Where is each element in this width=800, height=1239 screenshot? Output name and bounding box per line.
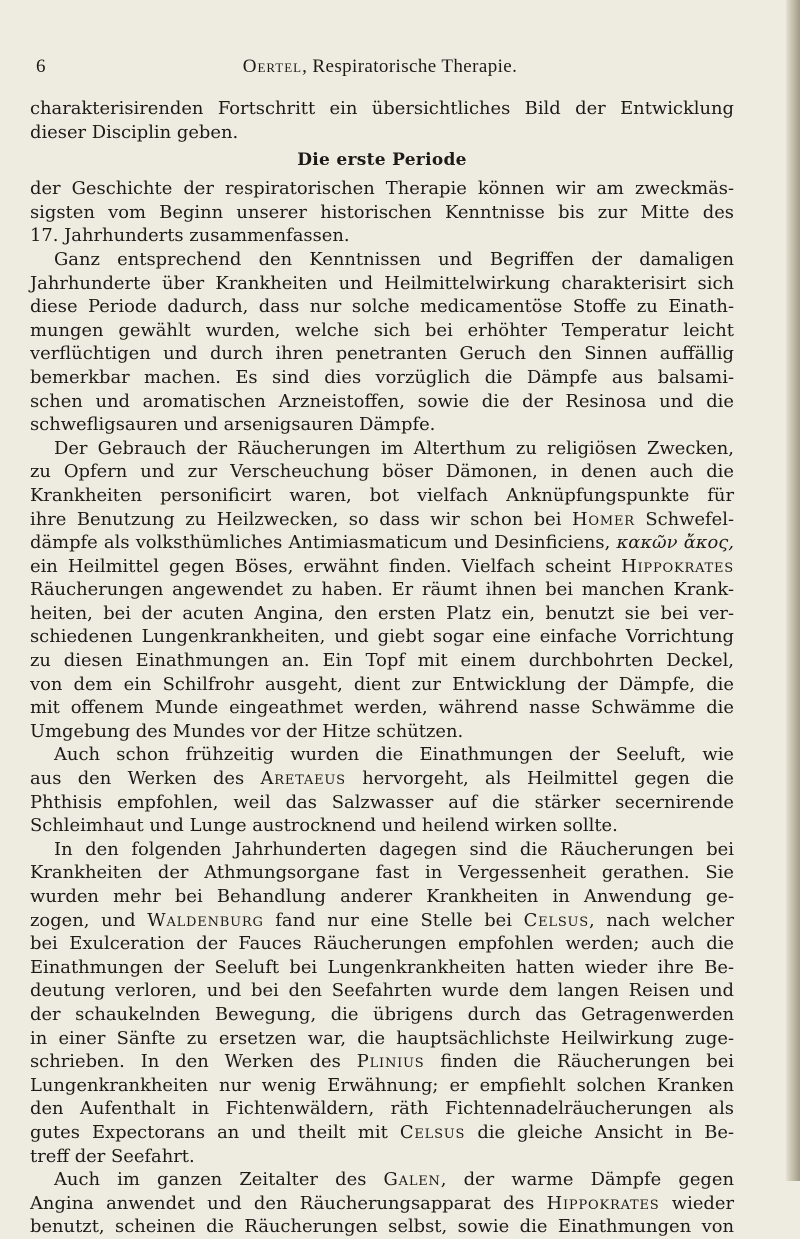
text-line: Krankheiten der Athmungsorgane fast in Vergessenheit gerathen. Sie (30, 862, 734, 884)
text-line: verflüchtigen und durch ihren penetranten Geruch den Sinnen auffällig (30, 343, 734, 365)
text-line: 17. Jahrhunderts zusammenfassen. (30, 225, 350, 247)
text-line: zogen, und Waldenburg fand nur eine Stelle bei Celsus, nach welcher (30, 909, 735, 931)
text-line: den Aufenthalt in Fichtenwäldern, räth Fichtennadelräucherungen als (30, 1098, 734, 1120)
header-title: , Respiratorische Therapie. (302, 56, 518, 77)
text-line: zu diesen Einathmungen an. Ein Topf mit einem durchbohrten Deckel, (30, 650, 734, 672)
text-line: Lungenkrankheiten nur wenig Erwähnung; er empfiehlt solchen Kranken (30, 1074, 734, 1096)
text-line: deutung verloren, und bei den Seefahrten wurde dem langen Reisen und (30, 980, 734, 1002)
text-line: in einer Sänfte zu ersetzen war, die hauptsächlichste Heilwirkung zuge- (30, 1027, 734, 1049)
text-line: heiten, bei der acuten Angina, den ersten Platz ein, benutzt sie bei ver- (30, 602, 734, 624)
text-line: Angina anwendet und den Räucherungsapparat des Hippokrates wieder (30, 1192, 734, 1214)
body-text (30, 97, 734, 1239)
text-line: Krankheiten personificirt waren, bot vielfach Anknüpfungspunkte für (30, 484, 734, 506)
text-line: charakterisirenden Fortschritt ein übersichtliches Bild der Entwicklung (30, 98, 734, 119)
text-line: aus den Werken des Aretaeus hervorgeht, als Heilmittel gegen die (30, 768, 735, 790)
header-author: Oertel (242, 56, 303, 77)
text-line: von dem ein Schilfrohr ausgeht, dient zur Entwicklung der Dämpfe, die (30, 673, 734, 695)
page-edge (786, 0, 800, 1181)
text-line: dämpfe als volksthümliches Antimiasmaticum und Desinficiens, κακῶν ἄκος, (30, 532, 734, 554)
text-line: schen und aromatischen Arzneistoffen, sowie die der Resinosa und die (30, 390, 734, 412)
text-line: diese Periode dadurch, dass nur solche medicamentöse Stoffe zu Einath- (30, 296, 734, 318)
text-line: Einathmungen der Seeluft bei Lungenkrankheiten hatten wieder ihre Be- (30, 956, 734, 978)
text-line: mit offenem Munde eingeathmet werden, während nasse Schwämme die (30, 697, 734, 719)
text-line: wurden mehr bei Behandlung anderer Krankheiten in Anwendung ge- (30, 886, 734, 907)
running-title (30, 56, 730, 78)
greek-term: κακῶν ἄκος, (616, 532, 734, 554)
text-line: Schleimhaut und Lunge austrocknend und heilend wirken sollte. (30, 815, 618, 837)
author-name: Waldenburg (147, 909, 264, 931)
text-line: Der Gebrauch der Räucherungen im Alterthum zu religiösen Zwecken, (54, 437, 734, 459)
author-name: Galen (383, 1169, 441, 1191)
text-line: schiedenen Lungenkrankheiten, und giebt sogar eine einfache Vorrichtung (30, 626, 734, 648)
text-line: dieser Disciplin geben. (30, 121, 239, 143)
text-line: Jahrhunderte über Krankheiten und Heilmittelwirkung charakterisirt sich (30, 272, 734, 294)
author-name: Celsus (399, 1121, 466, 1143)
running-header (30, 54, 730, 84)
text-line: sigsten vom Beginn unserer historischen Kenntnisse bis zur Mitte des (30, 201, 734, 223)
text-line: gutes Expectorans an und theilt mit Celsus die gleiche Ansicht in Be- (30, 1121, 735, 1143)
text-line: ihre Benutzung zu Heilzwecken, so dass wir schon bei Homer Schwefel- (30, 508, 735, 530)
text-line: zu Opfern und zur Verscheuchung böser Dämonen, in denen auch die (30, 461, 734, 483)
text-line: benutzt, scheinen die Räucherungen selbst, sowie die Einathmungen von (30, 1216, 734, 1238)
text-line: mungen gewählt wurden, welche sich bei erhöhter Temperatur leicht (30, 319, 734, 341)
text-line: Auch im ganzen Zeitalter des Galen, der warme Dämpfe gegen (54, 1169, 734, 1191)
text-line: Auch schon frühzeitig wurden die Einathmungen der Seeluft, wie (54, 744, 734, 766)
text-line: bemerkbar machen. Es sind dies vorzüglich die Dämpfe aus balsami- (30, 366, 734, 388)
page-number: 6 (36, 56, 46, 77)
text-line: schrieben. In den Werken des Plinius finden die Räucherungen bei (30, 1051, 735, 1073)
text-line: schwefligsauren und arsenigsauren Dämpfe. (30, 414, 436, 436)
section-heading: Die erste Periode (297, 150, 467, 171)
text-line: In den folgenden Jahrhunderten dagegen sind die Räucherungen bei (54, 838, 734, 860)
author-name: Homer (571, 508, 635, 530)
text-line: der schaukelnden Bewegung, die übrigens durch das Getragenwerden (30, 1003, 734, 1025)
text-line: Umgebung des Mundes vor der Hitze schützen. (30, 720, 464, 742)
text-line: bei Exulceration der Fauces Räucherungen empfohlen werden; auch die (30, 933, 734, 955)
text-line: treff der Seefahrt. (30, 1145, 195, 1167)
text-line: Räucherungen angewendet zu haben. Er räumt ihnen bei manchen Krank- (30, 579, 734, 601)
author-name: Plinius (356, 1051, 425, 1073)
author-name: Hippokrates (621, 555, 735, 577)
text-line: ein Heilmittel gegen Böses, erwähnt finden. Vielfach scheint Hippokrates (30, 555, 735, 577)
author-name: Aretaeus (260, 768, 346, 790)
author-name: Hippokrates (546, 1192, 660, 1214)
text-line: Ganz entsprechend den Kenntnissen und Begriffen der damaligen (54, 248, 734, 270)
author-name: Celsus (523, 909, 590, 931)
text-line: Phthisis empfohlen, weil das Salzwasser auf die stärker secernirende (30, 791, 734, 813)
text-line: der Geschichte der respiratorischen Therapie können wir am zweckmäs- (30, 178, 734, 200)
